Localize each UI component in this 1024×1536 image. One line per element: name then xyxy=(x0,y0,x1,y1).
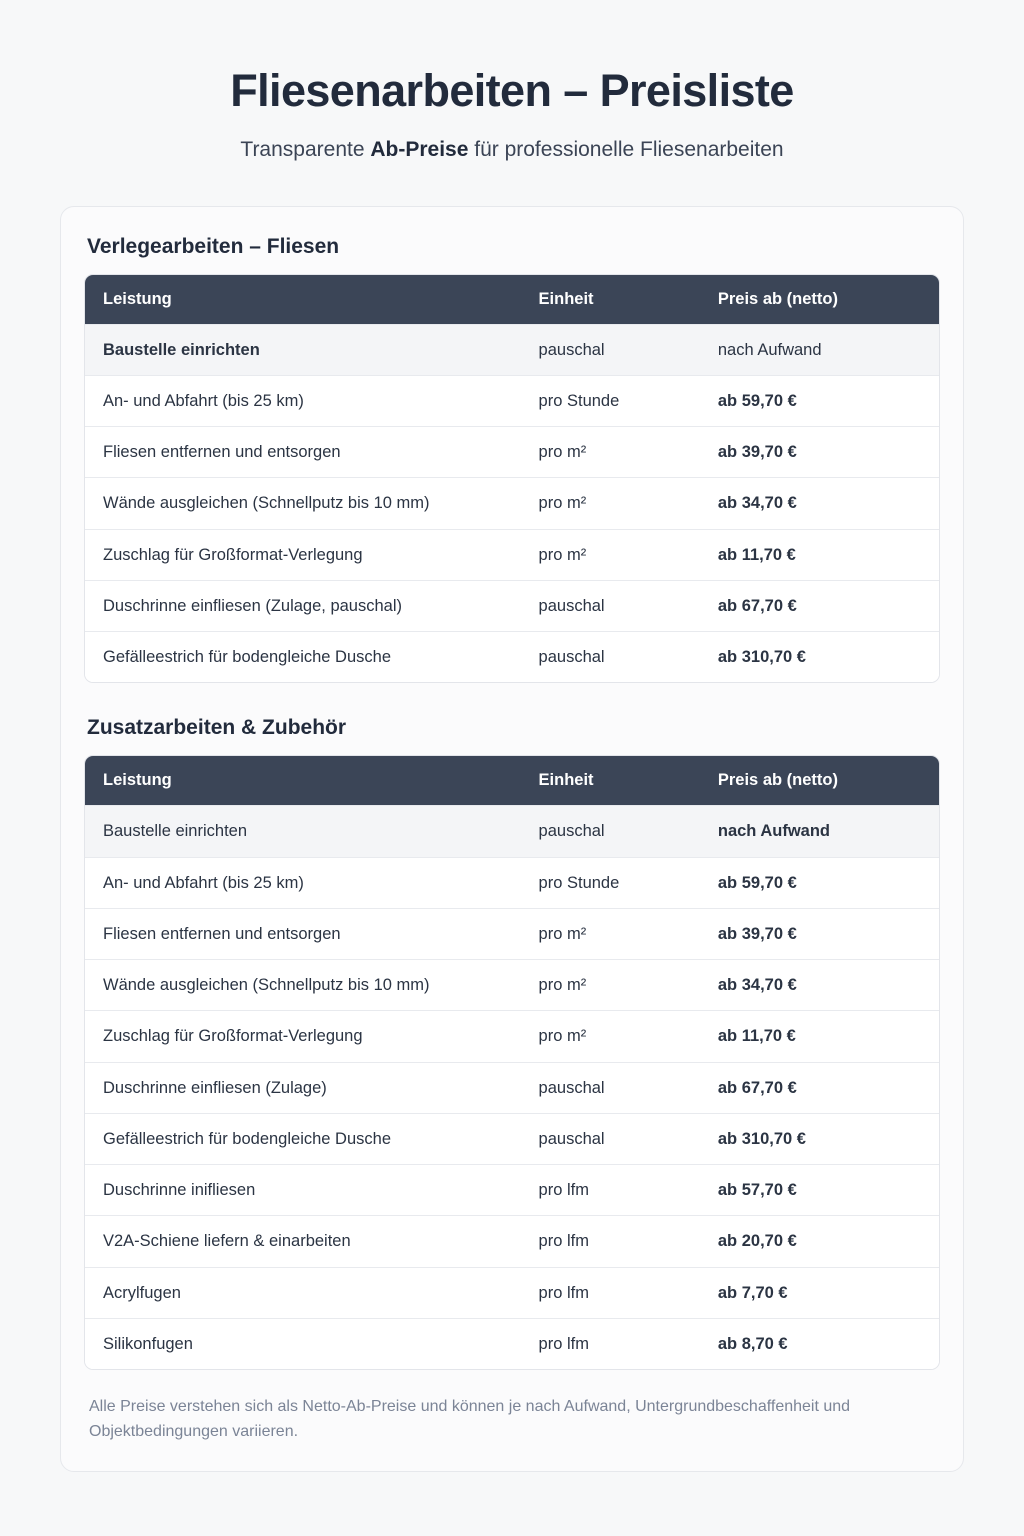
cell-leistung: Gefälleestrich für bodengleiche Dusche xyxy=(85,632,521,683)
cell-einheit: pro Stunde xyxy=(521,375,700,426)
table-row xyxy=(85,632,939,683)
cell-einheit: pro m² xyxy=(521,1011,700,1062)
cell-einheit: pro lfm xyxy=(521,1267,700,1318)
cell-einheit: pro m² xyxy=(521,908,700,959)
footnote: Alle Preise verstehen sich als Netto-Ab-Preise und können je nach Aufwand, Untergrundbeschaffenheit und Objektbedingungen variieren. xyxy=(89,1398,851,1441)
table-row xyxy=(85,478,939,529)
cell-preis: ab 67,70 € xyxy=(700,580,939,631)
cell-leistung: Silikonfugen xyxy=(85,1319,521,1370)
cell-einheit: pauschal xyxy=(521,580,700,631)
cell-leistung: Duschrinne einfliesen (Zulage) xyxy=(85,1062,521,1113)
cell-preis: ab 20,70 € xyxy=(700,1216,939,1267)
table-row xyxy=(85,580,939,631)
cell-leistung: V2A-Schiene liefern & einarbeiten xyxy=(85,1216,521,1267)
price-table-verlegearbeiten xyxy=(85,275,939,683)
cell-leistung: Zuschlag für Großformat-Verlegung xyxy=(85,1011,521,1062)
subtitle-highlight: Ab-Preise xyxy=(370,137,469,161)
table-row xyxy=(85,1267,939,1318)
cell-preis: ab 57,70 € xyxy=(700,1165,939,1216)
table-row xyxy=(85,1062,939,1113)
cell-preis: ab 11,70 € xyxy=(700,1011,939,1062)
subtitle-text-before: Transparente xyxy=(240,137,371,161)
table-row xyxy=(85,324,939,375)
cell-preis: ab 7,70 € xyxy=(700,1267,939,1318)
cell-preis: ab 310,70 € xyxy=(700,1113,939,1164)
table-row xyxy=(85,1216,939,1267)
cell-leistung: Gefälleestrich für bodengleiche Dusche xyxy=(85,1113,521,1164)
table-row xyxy=(85,427,939,478)
cell-einheit: pro lfm xyxy=(521,1216,700,1267)
column-header-einheit: Einheit xyxy=(521,275,700,325)
cell-einheit: pro lfm xyxy=(521,1165,700,1216)
cell-einheit: pro m² xyxy=(521,478,700,529)
cell-preis: ab 34,70 € xyxy=(700,960,939,1011)
cell-preis: ab 8,70 € xyxy=(700,1319,939,1370)
cell-leistung: Wände ausgleichen (Schnellputz bis 10 mm) xyxy=(85,478,521,529)
cell-preis: ab 39,70 € xyxy=(700,427,939,478)
section-title-zusatzarbeiten: Zusatzarbeiten & Zubehör xyxy=(87,716,347,740)
cell-einheit: pro m² xyxy=(521,529,700,580)
table-body xyxy=(85,324,939,682)
column-header-preis: Preis ab (netto) xyxy=(700,275,939,325)
table-body xyxy=(85,806,939,1369)
cell-leistung: Acrylfugen xyxy=(85,1267,521,1318)
cell-preis: ab 59,70 € xyxy=(700,375,939,426)
table-row xyxy=(85,1319,939,1370)
cell-einheit: pauschal xyxy=(521,1113,700,1164)
cell-einheit: pauschal xyxy=(521,324,700,375)
page-title: Fliesenarbeiten – Preisliste xyxy=(230,65,794,116)
cell-leistung: Baustelle einrichten xyxy=(85,324,521,375)
table-row xyxy=(85,908,939,959)
column-header-preis: Preis ab (netto) xyxy=(700,756,939,806)
column-header-leistung: Leistung xyxy=(85,275,521,325)
cell-preis: ab 67,70 € xyxy=(700,1062,939,1113)
column-header-einheit: Einheit xyxy=(521,756,700,806)
cell-leistung: An- und Abfahrt (bis 25 km) xyxy=(85,375,521,426)
page-subtitle xyxy=(60,138,964,162)
cell-preis: nach Aufwand xyxy=(700,806,939,857)
cell-einheit: pro m² xyxy=(521,960,700,1011)
price-card xyxy=(60,206,964,1472)
cell-preis: ab 59,70 € xyxy=(700,857,939,908)
cell-leistung: An- und Abfahrt (bis 25 km) xyxy=(85,857,521,908)
cell-einheit: pro lfm xyxy=(521,1319,700,1370)
cell-leistung: Zuschlag für Großformat-Verlegung xyxy=(85,529,521,580)
cell-leistung: Wände ausgleichen (Schnellputz bis 10 mm) xyxy=(85,960,521,1011)
table-row xyxy=(85,1011,939,1062)
table-row xyxy=(85,806,939,857)
cell-einheit: pauschal xyxy=(521,1062,700,1113)
subtitle-text-after: für professionelle Fliesenarbeiten xyxy=(468,137,784,161)
cell-einheit: pauschal xyxy=(521,632,700,683)
cell-preis: ab 11,70 € xyxy=(700,529,939,580)
table-header xyxy=(85,756,939,806)
column-header-leistung: Leistung xyxy=(85,756,521,806)
table-header-row xyxy=(85,756,939,806)
table-row xyxy=(85,960,939,1011)
table-header xyxy=(85,275,939,325)
cell-leistung: Fliesen entfernen und entsorgen xyxy=(85,427,521,478)
table-row xyxy=(85,1113,939,1164)
table-row xyxy=(85,857,939,908)
cell-leistung: Duschrinne einfliesen (Zulage, pauschal) xyxy=(85,580,521,631)
cell-leistung: Duschrinne inifliesen xyxy=(85,1165,521,1216)
cell-preis: ab 39,70 € xyxy=(700,908,939,959)
cell-leistung: Baustelle einrichten xyxy=(85,806,521,857)
cell-einheit: pro m² xyxy=(521,427,700,478)
cell-einheit: pauschal xyxy=(521,806,700,857)
cell-einheit: pro Stunde xyxy=(521,857,700,908)
cell-leistung: Fliesen entfernen und entsorgen xyxy=(85,908,521,959)
table-row xyxy=(85,529,939,580)
table-header-row xyxy=(85,275,939,325)
table-row xyxy=(85,375,939,426)
cell-preis: ab 310,70 € xyxy=(700,632,939,683)
price-table-zusatzarbeiten xyxy=(85,756,939,1369)
table-row xyxy=(85,1165,939,1216)
cell-preis: ab 34,70 € xyxy=(700,478,939,529)
cell-preis: nach Aufwand xyxy=(700,324,939,375)
section-title-verlegearbeiten: Verlegearbeiten – Fliesen xyxy=(87,234,340,258)
